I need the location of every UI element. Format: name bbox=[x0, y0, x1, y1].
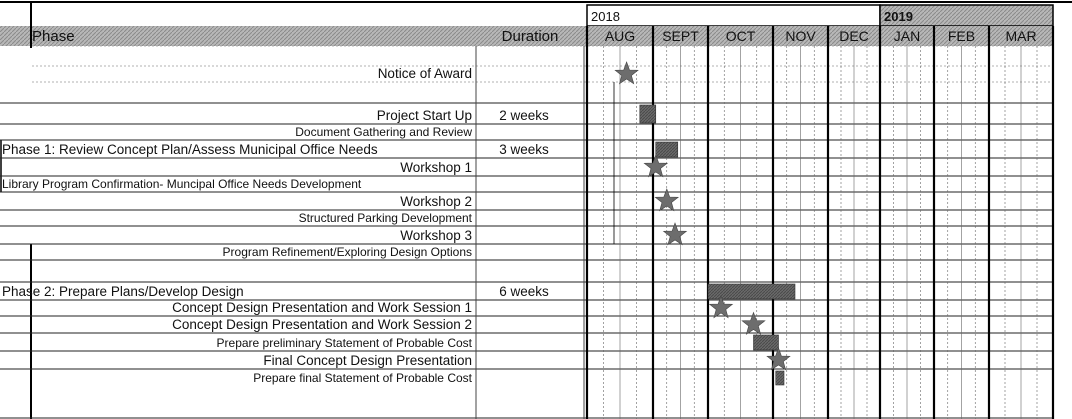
month-label: OCT bbox=[725, 28, 756, 44]
task-label: Library Program Confirmation- Muncipal Office Needs Development bbox=[2, 177, 362, 191]
task-label: Phase 2: Prepare Plans/Develop Design bbox=[2, 284, 244, 299]
month-label: FEB bbox=[947, 28, 976, 44]
duration-header: Duration bbox=[501, 28, 559, 45]
task-bar bbox=[640, 105, 656, 123]
task-label: Final Concept Design Presentation bbox=[263, 353, 472, 368]
task-bar bbox=[754, 335, 779, 350]
month-label: NOV bbox=[785, 28, 816, 44]
task-label: Concept Design Presentation and Work Session 1 bbox=[172, 300, 472, 315]
task-label: Document Gathering and Review bbox=[295, 125, 472, 139]
month-label: SEPT bbox=[662, 28, 699, 44]
task-bar bbox=[656, 142, 678, 157]
task-label: Project Start Up bbox=[376, 108, 472, 123]
task-bar bbox=[776, 371, 784, 385]
task-label: Prepare preliminary Statement of Probable Cost bbox=[216, 336, 472, 350]
month-label: DEC bbox=[839, 28, 869, 44]
task-label: Notice of Award bbox=[377, 66, 472, 81]
task-label: Workshop 2 bbox=[400, 194, 472, 209]
year-label: 2018 bbox=[591, 9, 620, 24]
duration-value: 6 weeks bbox=[499, 284, 549, 299]
milestone-star bbox=[615, 62, 638, 84]
task-label: Concept Design Presentation and Work Session 2 bbox=[172, 317, 472, 332]
month-label: JAN bbox=[893, 28, 921, 44]
task-label: Phase 1: Review Concept Plan/Assess Municipal Office Needs bbox=[2, 142, 378, 157]
duration-value: 3 weeks bbox=[499, 142, 549, 157]
task-label: Workshop 3 bbox=[400, 228, 472, 243]
task-label: Prepare final Statement of Probable Cost bbox=[253, 371, 472, 385]
duration-value: 2 weeks bbox=[499, 108, 549, 123]
year-label: 2019 bbox=[884, 9, 913, 24]
phase-header: Phase bbox=[32, 28, 75, 45]
month-label: AUG bbox=[604, 28, 636, 44]
task-label: Workshop 1 bbox=[400, 160, 472, 175]
task-label: Structured Parking Development bbox=[298, 211, 472, 225]
task-label: Program Refinement/Exploring Design Options bbox=[222, 245, 472, 259]
year-cell bbox=[587, 5, 880, 26]
month-label: MAR bbox=[1005, 28, 1037, 44]
